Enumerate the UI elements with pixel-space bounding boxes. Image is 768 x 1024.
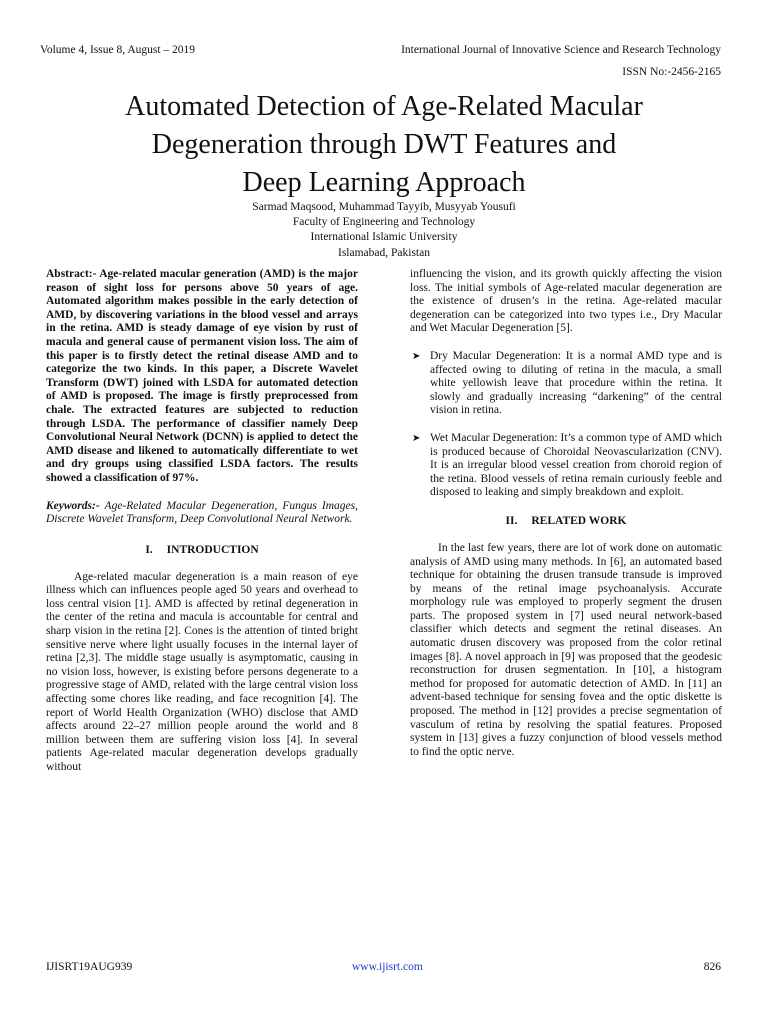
bullet-wet-amd (410, 432, 722, 500)
left-column (46, 268, 358, 775)
bullet-dry-amd (410, 350, 722, 418)
right-column (410, 268, 722, 759)
author-university: International Islamic University (310, 231, 458, 244)
author-city: Islamabad, Pakistan (338, 246, 430, 259)
journal-volume: Volume 4, Issue 8, August – 2019 (40, 44, 196, 56)
intro-paragraph: Age-related macular degeneration is a main reason of eye illness which can influences people aged 50 years and overhead to loss central vision [1]. AMD is affected by retinal degeneration in the center of the retina and macula is accountable for central and sharp vision in the retina [2]. Cones is the attention of tinted bright sensitive nerve where light usually focuses in the internal layer of retina [2,3]. The middle stage usually is asymptomatic, causing in no vision loss, however, is existing before persons degenerate to a progressive stage of AMD, related with the large central vision loss affecting some chores like reading, and face recognition [4]. The report of World Health Organization (WHO) disclose that AMD affects around 22–27 million people around the world and 8 million between them are suffering vision loss [4]. In several patients Age-related macular degeneration develops gradually without (46, 570, 358, 773)
section-title: INTRODUCTION (166, 543, 259, 556)
section-title: RELATED WORK (531, 514, 627, 527)
related-work-paragraph: In the last few years, there are lot of work done on automatic analysis of AMD using many methods. In [6], an automated based technique for obtaining the drusen transude transude is improved by means of the retinal image psychoanalysis. Accurate morphology rule was employed to properly segment the drusen parts. The proposed system in [7] used neural network-based classifier which detects and segment the retinal diseases. An automatic drusen discovery was proposed from the color retinal images [8]. A novel approach in [9] was proposed that the geodesic reconstruction for drusen segmentation. In [10], a histogram method for proposed for automatic detection of AMD. In [11] an advent-based technique for sensing fovea and the optic diskette is proposed. The method in [12] provides a precise segmentation of vasculum of retina by resolving the spatial features. Proposed system in [13] gives a fuzzy conjunction of blood vessels method to find the optic nerve. (410, 541, 722, 758)
section-number: II. (505, 514, 518, 527)
abstract-label: Abstract:- (46, 268, 97, 280)
author-faculty: Faculty of Engineering and Technology (292, 216, 476, 229)
arrowhead-icon: ➤ (412, 350, 421, 362)
journal-website-link[interactable]: www.ijisrt.com (352, 961, 423, 973)
keywords-text: Age-Related Macular Degeneration, Fungus Images, Discrete Wavelet Transform, Deep Convolutional Neural Network. (46, 499, 358, 526)
keywords-label: Keywords:- (46, 499, 100, 512)
section-heading-introduction (46, 543, 358, 557)
intro-continuation: influencing the vision, and its growth quickly affecting the vision loss. The initial symbols of Age-related macular degeneration are the existence of drusen’s in the retina. Age-related macular degeneration can be categorized into two types i.e., Dry Macular and Wet Macular Degeneration [5]. (410, 268, 722, 335)
abstract (46, 268, 358, 486)
author-names: Sarmad Maqsood, Muhammad Tayyib, Musyyab Yousufi (252, 201, 516, 213)
arrowhead-icon: ➤ (412, 432, 421, 444)
author-block (140, 200, 628, 261)
section-heading-related-work (410, 514, 722, 528)
paper-title-line: Deep Learning Approach (242, 167, 526, 198)
paper-title-line: Automated Detection of Age-Related Macular (125, 91, 643, 122)
abstract-text: Age-related macular generation (AMD) is the major reason of sight loss for persons above 50 years of age. Automated algorithm makes possible in the early detection of AMD, by discovering variations in the blood vessel and arrays in the retina. AMD is steady damage of eye vision by rust of macula and general cause of permanent vision loss. The aim of this paper is to firstly detect the retinal disease AMD and to categorize the two kinds. In this paper, a Discrete Wavelet Transform (DWT) joined with LSDA for automated detection of AMD is proposed. The image is firstly preprocessed from chale. The extracted features are subjected to reduction through LSDA. The performance of classifier namely Deep Convolutional Neural Network (DCNN) is applied to detect the AMD disease and likened to automatically differentiate to wet and dry groups using classified LSDA factors. The results showed a classification of 97%. (46, 268, 358, 484)
page-number: 826 (703, 961, 721, 973)
paper-id: IJISRT19AUG939 (46, 961, 133, 973)
journal-name: International Journal of Innovative Science and Research Technology (401, 44, 721, 56)
paper-title (60, 88, 708, 202)
bullet-text: Dry Macular Degeneration: It is a normal AMD type and is affected owing to diluting of retina in the macula, a small white yellowish leave that procedure within the retina. It slowly and gradually increasing “darkening” of the central vision in retina. (430, 349, 722, 417)
journal-issn: ISSN No:-2456-2165 (622, 66, 721, 78)
bullet-text: Wet Macular Degeneration: It’s a common type of AMD which is produced because of Choroidal Neovascularization (CNV). It is an irregular blood vessel creation from choroid region of the retina. Blood vessels of retina remain curiously feeble and disposed to leaking and simply breakdown and exploit. (430, 431, 722, 499)
keywords (46, 500, 358, 527)
section-number: I. (145, 543, 153, 556)
paper-title-line: Degeneration through DWT Features and (151, 129, 617, 160)
